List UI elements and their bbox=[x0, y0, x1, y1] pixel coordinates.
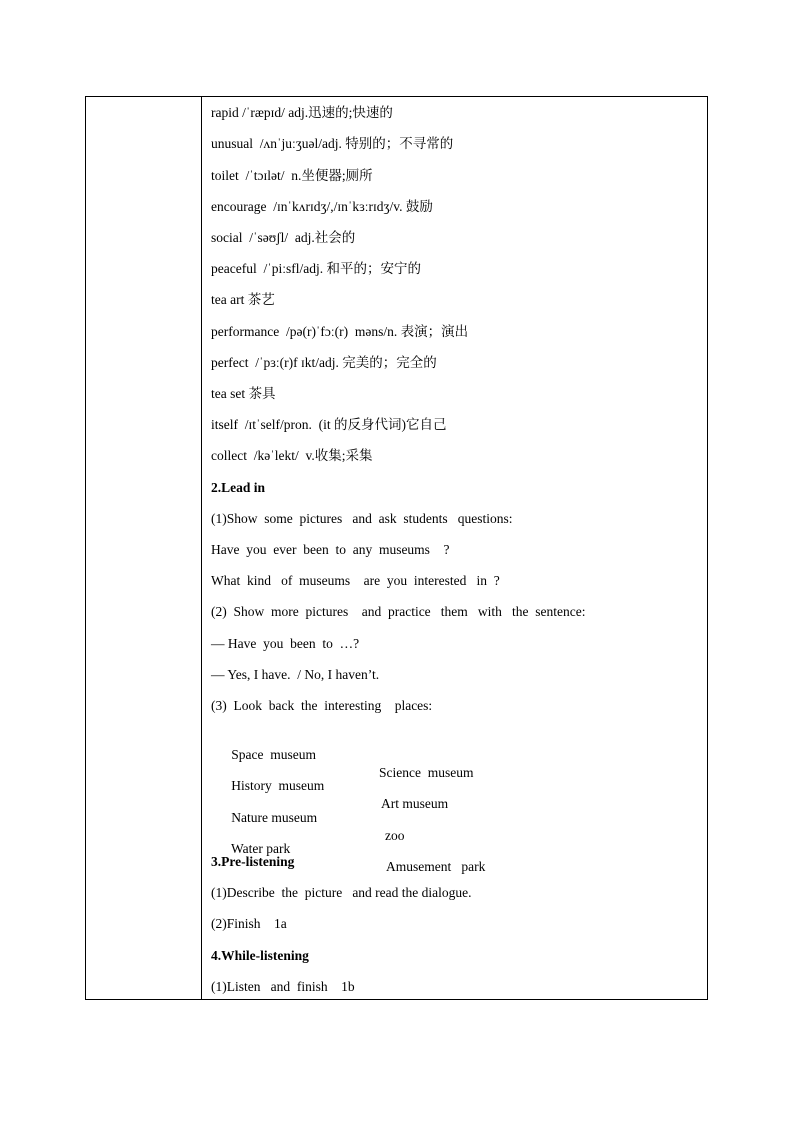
place-name: Water park bbox=[231, 841, 291, 856]
lead-in-line: (2) Show more pictures and practice them with the sentence: bbox=[211, 604, 586, 619]
pre-listening-line: (2)Finish 1a bbox=[211, 916, 287, 931]
place-name: zoo bbox=[385, 828, 405, 843]
lesson-table bbox=[85, 96, 708, 1000]
vocab-item: peaceful /ˈpiːsfl/adj. 和平的；安宁的 bbox=[211, 261, 421, 276]
place-name: Art museum bbox=[381, 796, 449, 811]
place-name: Space museum bbox=[231, 747, 316, 762]
section-heading-lead-in: 2.Lead in bbox=[211, 480, 266, 495]
vocab-item: rapid /ˈræpɪd/ adj.迅速的;快速的 bbox=[211, 105, 393, 120]
vocab-item: encourage /ɪnˈkʌrɪdʒ/,/ɪnˈkɜːrɪdʒ/v. 鼓励 bbox=[211, 199, 433, 214]
place-name: Nature museum bbox=[231, 810, 318, 825]
content-column bbox=[202, 97, 707, 999]
place-name: Science museum bbox=[379, 765, 474, 780]
lead-in-line: Have you ever been to any museums ? bbox=[211, 542, 450, 557]
vocab-item: unusual /ʌnˈjuːʒuəl/adj. 特别的；不寻常的 bbox=[211, 136, 454, 151]
lead-in-line: (3) Look back the interesting places: bbox=[211, 698, 433, 713]
vocab-item: itself /ɪtˈself/pron. (it 的反身代词)它自己 bbox=[211, 417, 447, 432]
section-heading-while-listening: 4.While-listening bbox=[211, 948, 309, 963]
vocab-item: tea art 茶艺 bbox=[211, 292, 275, 307]
dialogue-answer: — Yes, I have. / No, I haven’t. bbox=[211, 667, 380, 682]
dialogue-question: — Have you been to …? bbox=[211, 636, 360, 651]
pre-listening-line: (1)Describe the picture and read the dialogue. bbox=[211, 885, 472, 900]
section-heading-pre-listening: 3.Pre-listening bbox=[211, 854, 295, 869]
lead-in-line: What kind of museums are you interested in ? bbox=[211, 573, 500, 588]
while-listening-line: (1)Listen and finish 1b bbox=[211, 979, 355, 994]
vocab-item: toilet /ˈtɔɪlət/ n.坐便器;厕所 bbox=[211, 168, 373, 183]
vocab-item: social /ˈsəʊʃl/ adj.社会的 bbox=[211, 230, 356, 245]
vocab-item: performance /pə(r)ˈfɔː(r) məns/n. 表演；演出 bbox=[211, 324, 469, 339]
vocab-item: collect /kəˈlekt/ v.收集;采集 bbox=[211, 448, 373, 463]
vocab-item: tea set 茶具 bbox=[211, 386, 276, 401]
place-name: Amusement park bbox=[386, 859, 486, 874]
place-name: History museum bbox=[231, 778, 325, 793]
lead-in-line: (1)Show some pictures and ask students questions: bbox=[211, 511, 513, 526]
vocab-item: perfect /ˈpɜː(r)f ɪkt/adj. 完美的；完全的 bbox=[211, 355, 437, 370]
left-column-empty bbox=[86, 97, 202, 999]
